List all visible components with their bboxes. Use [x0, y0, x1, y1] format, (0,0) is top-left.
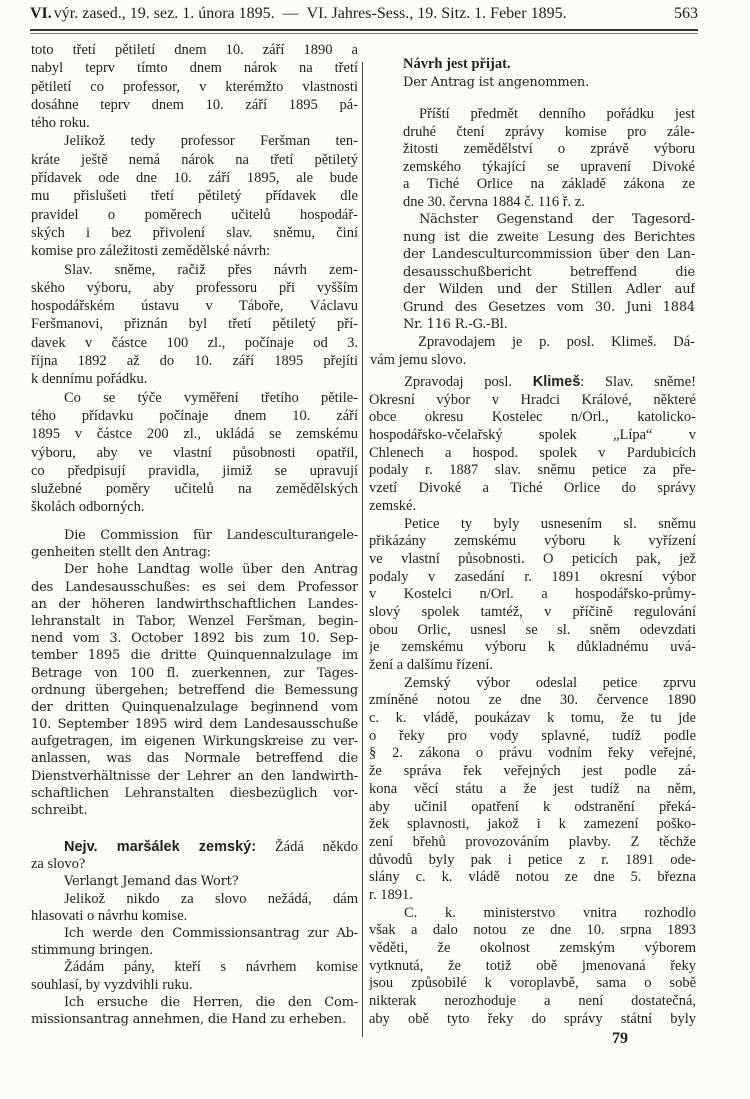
text-line: však a dalo notou ze dne 10. srpna 1893: [369, 922, 696, 939]
paragraph: [369, 675, 696, 905]
text-line: Feršmanovi, přiznán byl třetí pětiletý pří-: [31, 316, 358, 333]
text-line: Slav. sněme, račiž přes návrh zem-: [64, 261, 358, 278]
text-line: genheiten stellt den Antrag:: [31, 545, 211, 561]
text-line: komise pro záležitosti zemědělské návrh:: [31, 243, 271, 260]
text-line: Die Commission für Landesculturangele-: [64, 528, 358, 543]
text-line: Petice ty byly usnesením sl. sněmu: [404, 515, 696, 532]
text-line: obce okresu Kostelec n/Orl., katolicko-: [369, 409, 696, 426]
right-next-item: [403, 106, 695, 334]
text-line: [31, 839, 358, 856]
text-line: Návrh jest přijat.: [403, 56, 511, 72]
paragraph: [31, 132, 358, 260]
speech-text: Zpravodaj posl.: [404, 374, 533, 390]
text-line: přídavek ode dne 10. září 1895, ale bude: [31, 170, 358, 187]
text-line: žení a dalšímu řízení.: [369, 657, 494, 673]
text-line: anlassen, was das Normale betreffend die: [31, 751, 358, 767]
header-czech: výr. zased., 19. sez. 1. února 1895.: [53, 5, 275, 22]
text-line: Betrage von 100 fl. zuerkennen, zur Tages-: [31, 665, 358, 681]
text-line: schaftlichen Lehranstalten diesbezüglich vor-: [31, 785, 358, 801]
text-line: o řeky pro vody splavné, tudíž podle: [369, 727, 696, 744]
text-line: co předpisují pravidla, jimiž se upravují: [31, 462, 358, 479]
paragraph: [369, 905, 696, 1029]
text-line: Zpravodajem je p. posl. Klimeš. Dá-: [418, 334, 695, 350]
text-line: Jelikož nikdo za slovo nežádá, dám: [64, 890, 358, 907]
header-rule: [30, 29, 698, 31]
text-line: der dritten Quinquenalzulage beginnend vom: [31, 699, 358, 715]
text-line: schreibt.: [31, 803, 88, 818]
text-line: dne 30. června 1884 č. 116 ř. z.: [403, 193, 585, 210]
text-line: [369, 374, 696, 392]
text-line: služebné poměry učitelů na zemědělských: [31, 481, 358, 498]
text-line: nend vom 3. October 1892 bis zum 10. Sep-: [31, 631, 358, 647]
paragraph: [403, 56, 695, 74]
text-line: tember 1895 die dritte Quinquennalzulage im: [31, 648, 358, 664]
header-dash: —: [282, 5, 299, 22]
text-line: aby učinil opatření k odstranění překá-: [369, 798, 696, 815]
text-line: jsou způsobilé k voroplavbě, sama o sobě: [369, 975, 696, 992]
text-line: slány c. k. vládě notou ze dne 5. března: [369, 869, 696, 886]
text-line: hospodářském ústavu v Táboře, Václavu: [31, 298, 358, 315]
text-line: a Tiché Orlice na základě zákona ze: [403, 176, 695, 192]
text-line: kráte ještě nemá nárok na třetí pětiletý: [31, 151, 358, 168]
header-german: VI. Jahres-Sess., 19. Sitz. 1. Feber 1895.: [306, 5, 567, 22]
text-line: v Kostelci n/Orl. a hospodářsko-průmy-: [369, 586, 696, 603]
text-line: podaly v zasedání r. 1891 okresní výbor: [369, 568, 696, 585]
paragraph: [31, 925, 358, 959]
text-line: Chlenech a hospod. spolek v Pardubicích: [369, 444, 696, 461]
text-line: davek v částce 100 zl., počínaje od 3.: [31, 334, 358, 351]
text-line: 10. September 1895 wird dem Landesausschuße: [31, 717, 358, 733]
text-line: toto třetí pětiletí dnem 10. září 1890 a: [31, 42, 358, 58]
text-line: nabyl teprv tímto dnem nárok na třetí: [31, 60, 358, 77]
text-line: výboru, aby ve vlastní působnosti opatřil,: [31, 444, 358, 461]
paragraph: [403, 211, 695, 334]
text-line: věděti, že okolnost zemským výborem: [369, 940, 696, 956]
paragraph: [370, 334, 695, 369]
paragraph: [31, 41, 358, 132]
text-line: hospodářsko-včelařský spolek „Lípa“ v: [369, 427, 696, 444]
header-volume: VI.: [30, 5, 52, 22]
text-line: aby obě tyto řeky do správy státní byly: [369, 1010, 696, 1027]
text-line: druhé čtení zprávy komise pro zále-: [403, 123, 695, 140]
text-line: za slovo?: [31, 856, 86, 873]
text-line: desausschußbericht betreffend die: [403, 264, 695, 280]
paragraph: [31, 839, 358, 873]
text-line: Okresní výbor v Hradci Králové, některé: [369, 391, 696, 408]
paragraph: [31, 959, 358, 993]
left-german-report: [31, 527, 358, 819]
text-line: tého přídavku počínaje dnem 10. září: [31, 407, 358, 424]
text-line: přikázány zemskému výboru k vyřízení: [369, 533, 696, 550]
text-line: slový spolek tamtéž, v příčině regulování: [369, 603, 696, 620]
paragraph: [403, 106, 695, 211]
paragraph: [31, 891, 358, 925]
text-line: mu přislušeti třetí pětiletý přídavek dle: [31, 188, 358, 205]
text-line: vám jemu slovo.: [370, 351, 467, 368]
paragraph: [31, 527, 358, 561]
text-line: Grund des Gesetzes vom 30. Juni 1884: [403, 299, 695, 315]
text-line: 1895 v částce 200 zl., ukládá se zemskému: [31, 426, 358, 443]
page-number: 563: [674, 5, 698, 22]
text-line: ordnung übergehen; betreffend die Bemessung: [31, 682, 358, 698]
column-divider: [362, 62, 363, 1037]
text-line: Nächster Gegenstand der Tagesord-: [419, 212, 695, 227]
right-result: [403, 56, 695, 91]
speaker-name: Nejv. maršálek zemský:: [64, 839, 257, 855]
text-line: nung ist die zweite Lesung des Berichtes: [403, 229, 695, 245]
text-line: vzetí Divoké a Tiché Orlice do správy: [369, 480, 696, 497]
text-line: tého roku.: [31, 115, 90, 132]
speech-text: Žádá někdo: [256, 839, 358, 855]
text-line: des Landesausschußes: es sei dem Professor: [31, 579, 358, 595]
paragraph: [369, 516, 696, 675]
text-line: že správa řek veřejných jest podle zá-: [369, 763, 696, 780]
text-line: c. k. vládě, poukázav k tomu, že tu jde: [369, 710, 696, 727]
text-line: dosáhne teprv dnem 10. září 1895 pá-: [31, 96, 358, 113]
text-line: Žádám pány, kteří s návrhem komise: [64, 959, 358, 976]
right-rapporteur-intro: [370, 334, 695, 369]
paragraph: [31, 561, 358, 819]
text-line: ve vlastní působnosti. O peticích pak, jež: [369, 550, 696, 567]
text-line: C. k. ministerstvo vnitra rozhodlo: [404, 904, 696, 921]
paragraph: [369, 374, 696, 516]
text-line: zmíněné notou ze dne 30. července 1890: [369, 692, 696, 709]
text-line: pravidel o poměrech učitelů hospodář-: [31, 206, 358, 223]
paragraph: [31, 873, 358, 890]
text-line: lehranstalt in Tabor, Wenzel Feršman, begin-: [31, 613, 358, 629]
text-line: pětiletí co professor, v kterémžto vlastnosti: [31, 78, 358, 95]
text-line: Jelikož tedy professor Feršman ten-: [64, 133, 358, 150]
text-line: vytknutá, že totiž obě jmenovaná řeky: [369, 957, 696, 974]
text-line: žitosti zemědělství o zprávě výboru: [403, 141, 695, 157]
text-line: důvodů byly pak i petice z r. 1891 ode-: [369, 851, 696, 868]
paragraph: [31, 389, 358, 517]
text-line: podaly r. 1887 slav. sněmu petice za pře-: [369, 462, 696, 479]
text-line: zemské.: [369, 497, 417, 514]
speaker-name: Klimeš: [532, 374, 581, 390]
text-line: missionsantrag annehmen, die Hand zu erheben.: [31, 1011, 346, 1027]
text-line: zemského týkající se upravení Divoké: [403, 158, 695, 175]
text-line: § 2. zákona o právu vodním řeky veřejné,: [369, 745, 696, 762]
text-line: an der höheren landwirthschaftlichen Landes-: [31, 596, 358, 612]
running-header: [30, 2, 698, 26]
left-vote: [31, 839, 358, 1028]
text-line: ského výboru, aby professoru při vyšším: [31, 279, 358, 296]
text-line: Der hohe Landtag wolle über den Antrag: [64, 562, 358, 578]
text-line: obou Orlic, usnesl se sl. sněm odevzdati: [369, 621, 696, 638]
text-line: der Wilden und der Stillen Adler auf: [403, 282, 695, 297]
text-line: Der Antrag ist angenommen.: [403, 74, 590, 90]
speech-text: : Slav. sněme!: [580, 374, 696, 390]
text-line: školách odborných.: [31, 499, 145, 516]
text-line: Příští předmět denního pořádku jest: [419, 106, 695, 122]
text-line: hlasovati o návrhu komise.: [31, 907, 188, 924]
text-line: října 1892 až do 10. září 1895 přejíti: [31, 353, 358, 370]
text-line: je zemskému výboru k důkladnému uvá-: [369, 639, 696, 656]
header-rule-thin: [30, 33, 698, 34]
paragraph: [403, 74, 695, 92]
text-line: Ich ersuche die Herren, die den Com-: [64, 994, 358, 1010]
text-line: Dienstverhältnisse der Lehrer an den landwirth-: [31, 768, 358, 784]
left-czech-report: [31, 41, 358, 517]
text-line: žek splavnosti, jakož i k zamezení poško-: [369, 816, 696, 833]
signature-number: 79: [612, 1030, 628, 1047]
paragraph: [31, 261, 358, 389]
text-line: k dennímu pořádku.: [31, 371, 148, 388]
text-line: souhlasí, by vyzdvihli ruku.: [31, 976, 193, 993]
text-line: Co se týče vyměření třetího pětile-: [64, 389, 358, 406]
text-line: Zemský výbor odeslal petice zprvu: [404, 674, 696, 691]
text-line: der Landesculturcommission über den Lan-: [403, 247, 695, 262]
paragraph: [31, 994, 358, 1028]
text-line: kona věcí státu a že jest tudíž na něm,: [369, 780, 696, 797]
text-line: nikterak nerozhoduje a není dostatečná,: [369, 993, 696, 1010]
text-line: ských i bez přivolení slav. sněmu, činí: [31, 224, 358, 241]
text-line: Nr. 116 R.-G.-Bl.: [403, 317, 508, 332]
text-line: r. 1891.: [369, 886, 413, 903]
text-line: stimmung bringen.: [31, 943, 154, 959]
text-line: aufgetragen, im eigenen Wirkungskreise zu ver-: [31, 734, 358, 750]
text-line: Verlangt Jemand das Wort?: [64, 874, 239, 890]
right-speech: [369, 374, 696, 1028]
text-line: zení břehů provozováním plavby. Z těchže: [369, 833, 696, 850]
text-line: Ich werde den Commissionsantrag zur Ab-: [64, 925, 358, 941]
